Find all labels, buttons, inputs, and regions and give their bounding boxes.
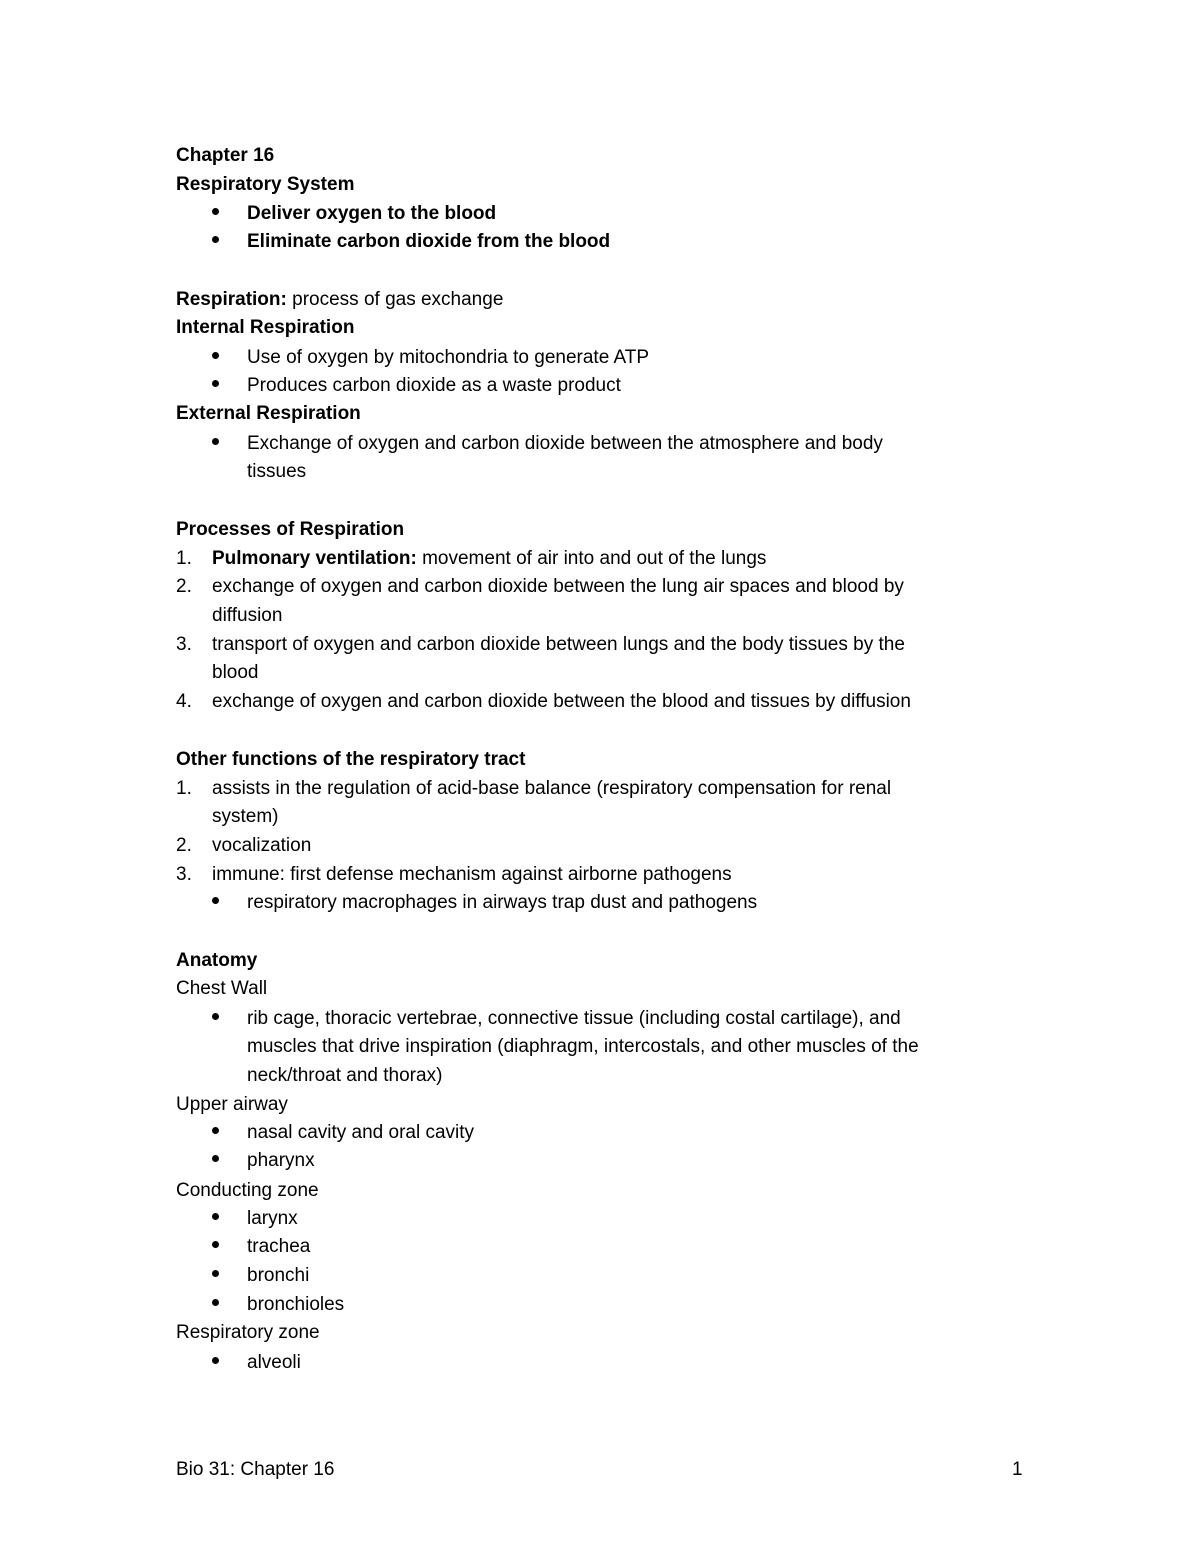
process-item-4: exchange of oxygen and carbon dioxide between the blood and tissues by diffusion xyxy=(212,691,911,712)
list-item-continuation: tissues xyxy=(247,461,307,482)
respiration-definition-text: process of gas exchange xyxy=(286,289,504,310)
system-title: Respiratory System xyxy=(176,174,355,195)
list-number: 1. xyxy=(176,548,192,569)
page-number: 1 xyxy=(1012,1459,1023,1480)
conducting-zone-heading: Conducting zone xyxy=(176,1180,319,1201)
list-item-continuation: neck/throat and thorax) xyxy=(247,1065,443,1086)
list-item: Produces carbon dioxide as a waste product xyxy=(247,375,621,396)
function-item-3: immune: first defense mechanism against airborne pathogens xyxy=(212,864,732,885)
other-functions-title: Other functions of the respiratory tract xyxy=(176,749,526,770)
bullet-icon xyxy=(212,1270,219,1277)
bullet-icon xyxy=(212,897,219,904)
respiratory-zone-heading: Respiratory zone xyxy=(176,1322,320,1343)
respiration-term: Respiration: xyxy=(176,289,287,310)
list-item: Use of oxygen by mitochondria to generate ATP xyxy=(247,347,650,368)
list-item: bronchioles xyxy=(247,1294,345,1315)
goal-item: Eliminate carbon dioxide from the blood xyxy=(247,231,611,252)
respiration-definition xyxy=(176,286,503,314)
list-item: trachea xyxy=(247,1236,311,1257)
bullet-icon xyxy=(212,1299,219,1306)
list-number: 1. xyxy=(176,778,192,799)
bullet-icon xyxy=(212,380,219,387)
function-item-1: assists in the regulation of acid-base balance (respiratory compensation for renal xyxy=(212,778,892,799)
bullet-icon xyxy=(212,438,219,445)
list-number: 2. xyxy=(176,835,192,856)
internal-respiration-title: Internal Respiration xyxy=(176,317,355,338)
list-number: 4. xyxy=(176,691,192,712)
process-item-3: transport of oxygen and carbon dioxide between lungs and the body tissues by the xyxy=(212,634,905,655)
bullet-icon xyxy=(212,1213,219,1220)
chest-wall-heading: Chest Wall xyxy=(176,978,268,999)
goal-item: Deliver oxygen to the blood xyxy=(247,203,497,224)
process-item-3-continuation: blood xyxy=(212,662,259,683)
bullet-icon xyxy=(212,1155,219,1162)
list-number: 3. xyxy=(176,634,192,655)
process-item-2: exchange of oxygen and carbon dioxide between the lung air spaces and blood by xyxy=(212,576,904,597)
function-item-2: vocalization xyxy=(212,835,312,856)
bullet-icon xyxy=(212,236,219,243)
bullet-icon xyxy=(212,208,219,215)
list-item: bronchi xyxy=(247,1265,310,1286)
bullet-icon xyxy=(212,1013,219,1020)
external-respiration-title: External Respiration xyxy=(176,403,361,424)
chapter-title: Chapter 16 xyxy=(176,145,275,166)
list-item: Exchange of oxygen and carbon dioxide between the atmosphere and body xyxy=(247,433,883,454)
list-item-continuation: muscles that drive inspiration (diaphragm, intercostals, and other muscles of the xyxy=(247,1036,919,1057)
list-number: 2. xyxy=(176,576,192,597)
anatomy-title: Anatomy xyxy=(176,950,258,971)
process-term: Pulmonary ventilation: xyxy=(212,548,417,569)
function-item-1-continuation: system) xyxy=(212,806,279,827)
list-number: 3. xyxy=(176,864,192,885)
process-text: movement of air into and out of the lungs xyxy=(416,548,767,569)
upper-airway-heading: Upper airway xyxy=(176,1094,288,1115)
function-subitem: respiratory macrophages in airways trap dust and pathogens xyxy=(247,892,758,913)
process-item-2-continuation: diffusion xyxy=(212,605,283,626)
list-item: nasal cavity and oral cavity xyxy=(247,1122,475,1143)
list-item: larynx xyxy=(247,1208,298,1229)
bullet-icon xyxy=(212,1357,219,1364)
bullet-icon xyxy=(212,352,219,359)
bullet-icon xyxy=(212,1241,219,1248)
list-item: rib cage, thoracic vertebrae, connective tissue (including costal cartilage), and xyxy=(247,1008,901,1029)
process-item-1 xyxy=(212,545,766,573)
footer-label: Bio 31: Chapter 16 xyxy=(176,1459,335,1480)
list-item: pharynx xyxy=(247,1150,315,1171)
list-item: alveoli xyxy=(247,1352,301,1373)
processes-title: Processes of Respiration xyxy=(176,519,405,540)
bullet-icon xyxy=(212,1127,219,1134)
